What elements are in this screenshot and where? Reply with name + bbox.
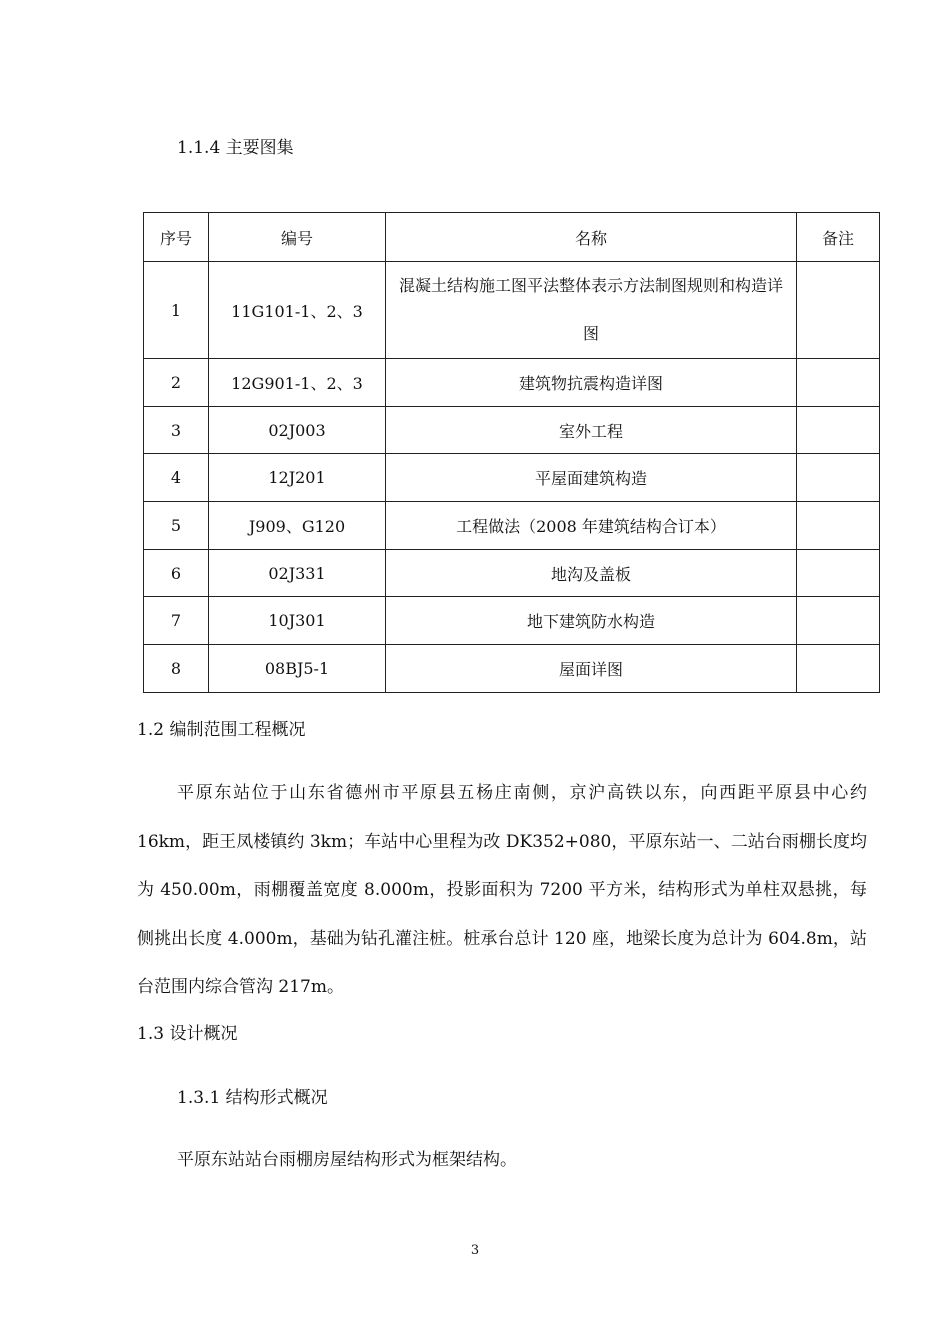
cell-code: 02J003 — [209, 406, 386, 454]
structure-form-paragraph: 平原东站站台雨棚房屋结构形式为框架结构。 — [177, 1150, 517, 1170]
cell-code: 12J201 — [209, 454, 386, 502]
header-cell-code: 编号 — [209, 213, 386, 262]
cell-note — [797, 645, 880, 693]
cell-note — [797, 549, 880, 597]
cell-code: 08BJ5-1 — [209, 645, 386, 693]
cell-no: 8 — [144, 645, 209, 693]
cell-name: 地下建筑防水构造 — [386, 597, 797, 645]
cell-code: 11G101-1、2、3 — [209, 262, 386, 359]
cell-name: 平屋面建筑构造 — [386, 454, 797, 502]
cell-note — [797, 359, 880, 407]
cell-no: 3 — [144, 406, 209, 454]
page-number: 3 — [470, 1243, 480, 1258]
table-row — [144, 359, 880, 407]
section-heading-1-3: 1.3 设计概况 — [137, 1024, 238, 1044]
table-row — [144, 597, 880, 645]
cell-note — [797, 502, 880, 550]
cell-note — [797, 406, 880, 454]
cell-no: 1 — [144, 262, 209, 359]
cell-note — [797, 597, 880, 645]
table-row — [144, 262, 880, 359]
cell-code: 10J301 — [209, 597, 386, 645]
cell-no: 2 — [144, 359, 209, 407]
cell-code: J909、G120 — [209, 502, 386, 550]
table-row — [144, 454, 880, 502]
cell-no: 6 — [144, 549, 209, 597]
table-row — [144, 406, 880, 454]
cell-no: 4 — [144, 454, 209, 502]
header-cell-no: 序号 — [144, 213, 209, 262]
cell-name: 地沟及盖板 — [386, 549, 797, 597]
cell-note — [797, 454, 880, 502]
cell-no: 5 — [144, 502, 209, 550]
cell-name: 混凝土结构施工图平法整体表示方法制图规则和构造详图 — [386, 262, 797, 359]
atlas-table — [143, 212, 880, 693]
table-header-row — [144, 213, 880, 262]
cell-name: 屋面详图 — [386, 645, 797, 693]
section-heading-1-2: 1.2 编制范围工程概况 — [137, 720, 306, 740]
cell-name: 室外工程 — [386, 406, 797, 454]
section-heading-1-3-1: 1.3.1 结构形式概况 — [177, 1088, 328, 1108]
header-cell-note: 备注 — [797, 213, 880, 262]
table-row — [144, 549, 880, 597]
cell-name: 工程做法（2008 年建筑结构合订本） — [386, 502, 797, 550]
table-row — [144, 502, 880, 550]
project-overview-paragraph: 平原东站位于山东省德州市平原县五杨庄南侧，京沪高铁以东，向西距平原县中心约 16km，距王凤楼镇约 3km；车站中心里程为改 DK352+080，平原东站一、二站台雨棚长度均为 450.00m，雨棚覆盖宽度 8.000m，投影面积为 7200 平方米，结构形式为单柱双悬挑，每侧挑出长度 4.000m，基础为钻孔灌注桩。桩承台总计 120 座，地梁长度为总计为 604.8m，站台范围内综合管沟 217m。 — [137, 783, 867, 997]
cell-code: 02J331 — [209, 549, 386, 597]
cell-no: 7 — [144, 597, 209, 645]
cell-note — [797, 262, 880, 359]
header-cell-name: 名称 — [386, 213, 797, 262]
table-row — [144, 645, 880, 693]
cell-name: 建筑物抗震构造详图 — [386, 359, 797, 407]
section-heading-1-1-4: 1.1.4 主要图集 — [177, 138, 294, 158]
cell-code: 12G901-1、2、3 — [209, 359, 386, 407]
